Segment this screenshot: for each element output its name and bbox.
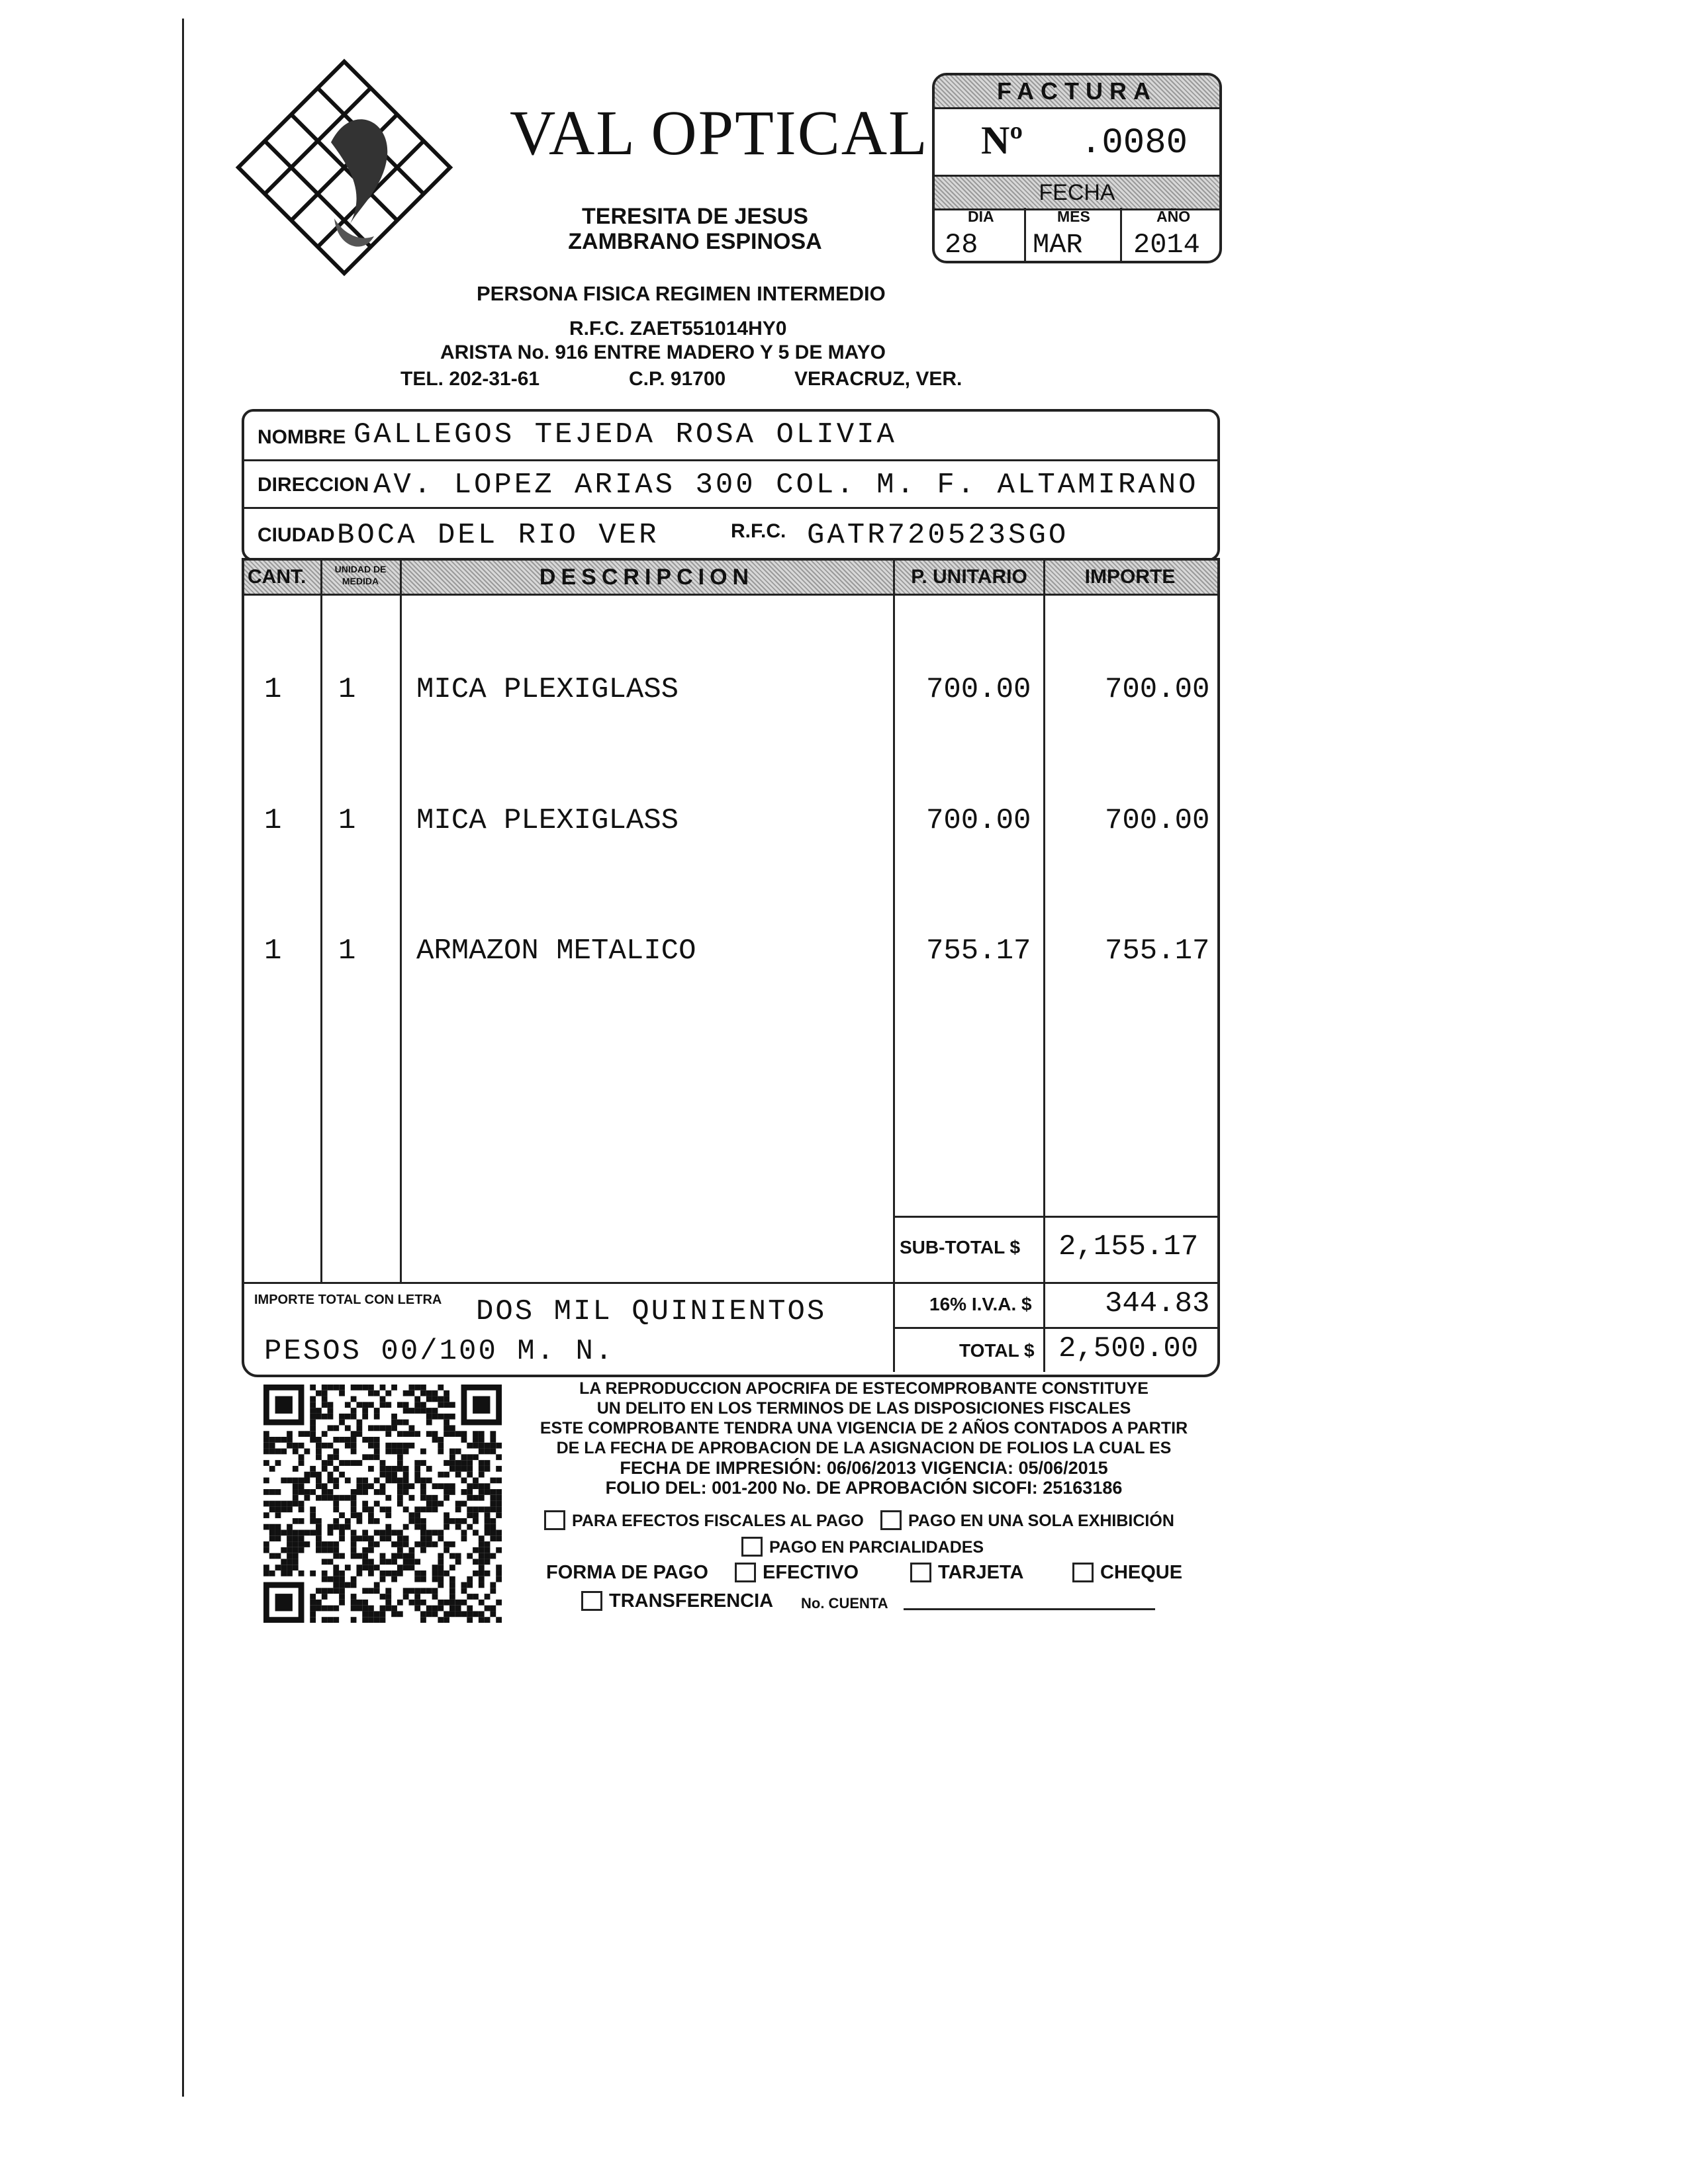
totals-divider (893, 1327, 1217, 1329)
client-city-label: CIUDAD (258, 524, 335, 546)
single-payment-option[interactable] (880, 1510, 1174, 1531)
header-amount: IMPORTE (1084, 566, 1176, 588)
column-divider (400, 561, 402, 1282)
totals-divider (893, 1216, 1217, 1218)
row-description: MICA PLEXIGLASS (416, 673, 679, 706)
invoice-number-label: Nº (981, 118, 1023, 162)
client-address-label: DIRECCION (258, 474, 369, 496)
issuer-postal-code: C.P. 91700 (629, 368, 726, 390)
partial-payments-option[interactable] (741, 1537, 984, 1557)
row-qty: 1 (264, 934, 282, 968)
qr-code (263, 1385, 502, 1623)
legal-line: ESTE COMPROBANTE TENDRA UNA VIGENCIA DE 2 AÑOS CONTADOS A PARTIR (539, 1419, 1188, 1437)
legal-line: LA REPRODUCCION APOCRIFA DE ESTECOMPROBANTE CONSTITUYE (579, 1379, 1149, 1398)
header-qty: CANT. (248, 566, 306, 588)
row-unit-price: 700.00 (926, 673, 1031, 706)
row-unit: 1 (338, 673, 356, 706)
date-year: 2014 (1133, 229, 1200, 261)
date-label: FECHA (935, 175, 1219, 210)
iva-value: 344.83 (1105, 1287, 1210, 1320)
header-unit-price: P. UNITARIO (911, 566, 1027, 588)
check-option[interactable] (1072, 1562, 1182, 1584)
year-label: AÑO (1156, 208, 1191, 225)
invoice-title: FACTURA (935, 75, 1219, 109)
single-payment-label: PAGO EN UNA SOLA EXHIBICIÓN (908, 1512, 1174, 1530)
brand-name: VAL OPTICAL (510, 97, 929, 168)
check-label: CHEQUE (1100, 1562, 1183, 1583)
owner-name-line2: ZAMBRANO ESPINOSA (568, 229, 822, 254)
issuer-city: VERACRUZ, VER. (794, 368, 962, 390)
legal-line: FECHA DE IMPRESIÓN: 06/06/2013 VIGENCIA: 05/06/2015 (620, 1458, 1108, 1478)
total-label: TOTAL $ (959, 1340, 1035, 1361)
totals-divider (244, 1282, 1217, 1284)
row-qty: 1 (264, 804, 282, 837)
cash-checkbox[interactable] (735, 1563, 756, 1582)
transfer-option[interactable] (581, 1590, 773, 1612)
fiscal-effects-checkbox[interactable] (544, 1510, 565, 1530)
invoice-number: .0080 (1080, 123, 1188, 163)
client-city: BOCA DEL RIO VER (337, 519, 659, 552)
amount-words-label: IMPORTE TOTAL CON LETRA (254, 1293, 442, 1307)
tax-regime: PERSONA FISICA REGIMEN INTERMEDIO (477, 282, 886, 305)
month-label: MES (1057, 208, 1090, 225)
legal-line: UN DELITO EN LOS TERMINOS DE LAS DISPOSICIONES FISCALES (596, 1399, 1131, 1418)
client-address: AV. LOPEZ ARIAS 300 COL. M. F. ALTAMIRANO (373, 469, 1199, 502)
row-amount: 700.00 (1105, 673, 1210, 706)
day-label: DIA (968, 208, 994, 225)
column-divider (320, 561, 322, 1282)
owner-name (463, 204, 927, 254)
row-description: MICA PLEXIGLASS (416, 804, 679, 837)
account-number-line[interactable] (904, 1608, 1155, 1610)
card-label: TARJETA (938, 1562, 1024, 1583)
subtotal-value: 2,155.17 (1058, 1230, 1199, 1263)
row-unit: 1 (338, 804, 356, 837)
row-unit-price: 755.17 (926, 934, 1031, 968)
legal-line: DE LA FECHA DE APROBACION DE LA ASIGNACION DE FOLIOS LA CUAL ES (556, 1439, 1172, 1457)
client-name-label: NOMBRE (258, 426, 346, 448)
legal-line: FOLIO DEL: 001-200 No. DE APROBACIÓN SICOFI: 25163186 (605, 1478, 1123, 1498)
client-rfc: GATR720523SGO (807, 519, 1069, 552)
owner-name-line1: TERESITA DE JESUS (582, 204, 808, 229)
partial-payments-label: PAGO EN PARCIALIDADES (769, 1538, 984, 1557)
margin-line (182, 19, 184, 2097)
issuer-address: ARISTA No. 916 ENTRE MADERO Y 5 DE MAYO (440, 341, 886, 363)
client-name-row (244, 412, 1217, 461)
check-checkbox[interactable] (1072, 1563, 1094, 1582)
logo-cubes-icon (232, 56, 470, 288)
client-info-box (242, 409, 1220, 561)
row-description: ARMAZON METALICO (416, 934, 696, 968)
legal-notice (516, 1379, 1211, 1498)
partial-payments-checkbox[interactable] (741, 1537, 763, 1557)
iva-label: 16% I.V.A. $ (929, 1294, 1032, 1314)
row-amount: 700.00 (1105, 804, 1210, 837)
row-unit: 1 (338, 934, 356, 968)
single-payment-checkbox[interactable] (880, 1510, 902, 1530)
invoice-number-box (932, 73, 1222, 263)
cash-label: EFECTIVO (763, 1562, 859, 1583)
client-address-row (244, 459, 1217, 509)
fiscal-effects-option[interactable] (544, 1510, 864, 1531)
issuer-phone: TEL. 202-31-61 (400, 368, 540, 390)
column-divider (893, 561, 895, 1372)
date-day: 28 (945, 229, 978, 261)
total-value: 2,500.00 (1058, 1332, 1199, 1365)
card-option[interactable] (910, 1562, 1023, 1584)
account-number-label: No. CUENTA (801, 1595, 888, 1612)
items-table (242, 558, 1220, 1377)
transfer-checkbox[interactable] (581, 1591, 602, 1611)
row-amount: 755.17 (1105, 934, 1210, 968)
header-unit: UNIDAD DE MEDIDA (334, 564, 387, 586)
row-unit-price: 700.00 (926, 804, 1031, 837)
client-name: GALLEGOS TEJEDA ROSA OLIVIA (353, 418, 897, 451)
transfer-label: TRANSFERENCIA (609, 1590, 774, 1612)
client-city-row (244, 507, 1217, 555)
subtotal-label: SUB-TOTAL $ (900, 1237, 1021, 1257)
column-divider (1043, 561, 1045, 1372)
header-description: DESCRIPCION (539, 565, 755, 590)
client-rfc-label: R.F.C. (731, 520, 786, 542)
amount-words-line1: DOS MIL QUINIENTOS (476, 1295, 827, 1328)
fiscal-effects-label: PARA EFECTOS FISCALES AL PAGO (572, 1512, 864, 1530)
row-qty: 1 (264, 673, 282, 706)
date-month: MAR (1033, 229, 1083, 261)
cash-option[interactable] (735, 1562, 859, 1584)
issuer-rfc: R.F.C. ZAET551014HY0 (569, 318, 787, 340)
amount-words-line2: PESOS 00/100 M. N. (264, 1335, 615, 1368)
card-checkbox[interactable] (910, 1563, 931, 1582)
payment-method-label: FORMA DE PAGO (546, 1562, 708, 1583)
